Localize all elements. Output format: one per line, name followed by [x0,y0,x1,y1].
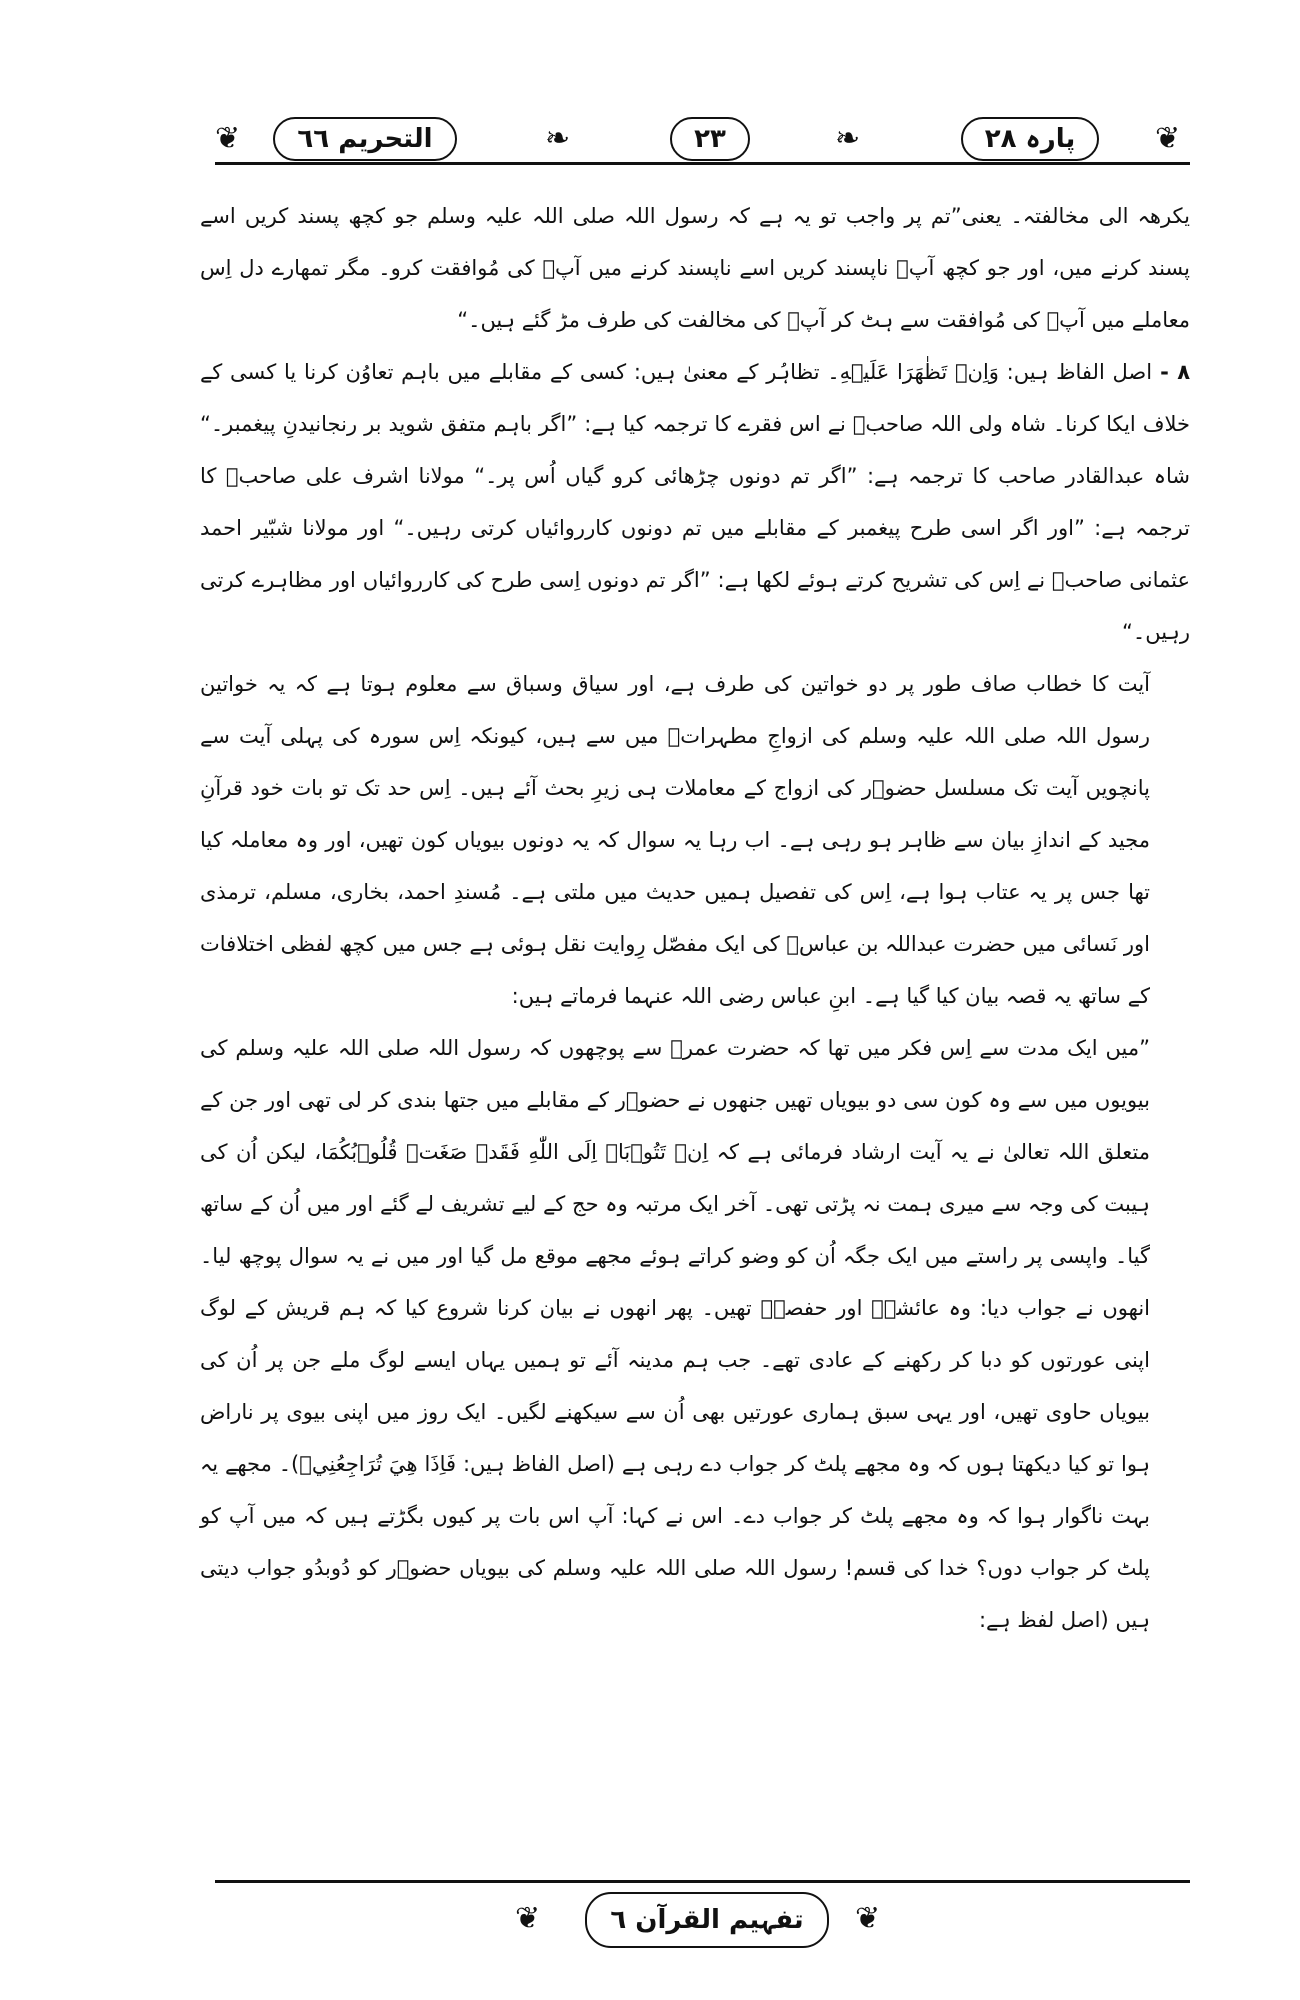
footer-rule [215,1880,1190,1883]
ornament-icon: ❦ [855,1901,881,1936]
ornament-icon: ❦ [215,121,241,156]
page-number-cartouche [625,116,795,162]
page-number: ۲۳ [670,117,750,161]
para-cartouche [935,116,1125,162]
quoted-narration: ”میں ایک مدت سے اِس فکر میں تھا کہ حضرت عمرؓ سے پوچھوں کہ رسول اللہ صلی اللہ علیہ وسلم کی بیویوں میں سے وہ کون سی دو بیویاں تھیں جنھوں نے حضوؐر کے مقابلے میں جتھا بندی کر لی تھی اور جن کے متعلق اللہ تعالیٰ نے یہ آیت ارشاد فرمائی ہے کہ اِنۡ تَتُوۡبَاۤ اِلَى اللّٰهِ فَقَدۡ صَغَتۡ قُلُوۡبُكُمَا، لیکن اُن کی ہیبت کی وجہ سے میری ہمت نہ پڑتی تھی۔ آخر ایک مرتبہ وہ حج کے لیے تشریف لے گئے اور میں اُن کے ساتھ گیا۔ واپسی پر راستے میں ایک جگہ اُن کو وضو کراتے ہوئے مجھے موقع مل گیا اور میں نے یہ سوال پوچھ لیا۔ انھوں نے جواب دیا: وہ عائشہؓ اور حفصہؓ تھیں۔ پھر انھوں نے بیان کرنا شروع کیا کہ ہم قریش کے لوگ اپنی عورتوں کو دبا کر رکھنے کے عادی تھے۔ جب ہم مدینہ آئے تو ہمیں یہاں ایسے لوگ ملے جن پر اُن کی بیویاں حاوی تھیں، اور یہی سبق ہماری عورتیں بھی اُن سے سیکھنے لگیں۔ ایک روز میں اپنی بیوی پر ناراض ہوا تو کیا دیکھتا ہوں کہ وہ مجھے پلٹ کر جواب دے رہی ہے (اصل الفاظ ہیں: فَاِذَا هِيَ تُرَاجِعُنِيۡ)۔ مجھے یہ بہت ناگوار ہوا کہ وہ مجھے پلٹ کر جواب دے۔ اس نے کہا: آپ اس بات پر کیوں بگڑتے ہیں کہ میں آپ کو پلٹ کر جواب دوں؟ خدا کی قسم! رسول اللہ صلی اللہ علیہ وسلم کی بیویاں حضوؐر کو دُوبدُو جواب دیتی ہیں (اصل لفظ ہے: [200,1036,1150,1632]
note-8-text: اصل الفاظ ہیں: وَاِنۡ تَظٰهَرَا عَلَيۡهِ۔ تظاہُر کے معنیٰ ہیں: کسی کے مقابلے میں باہم تعاوُن کرنا یا کسی کے خلاف ایکا کرنا۔ شاہ ولی اللہ صاحبؒ نے اس فقرے کا ترجمہ کیا ہے: ”اگر باہم متفق شوید بر رنجانیدنِ پیغمبر۔“ شاہ عبدالقادر صاحب کا ترجمہ ہے: ”اگر تم دونوں چڑھائی کرو گیاں اُس پر۔“ مولانا اشرف علی صاحبؒ کا ترجمہ ہے: ”اور اگر اسی طرح پیغمبر کے مقابلے میں تم دونوں کارروائیاں کرتی رہیں۔“ اور مولانا شبّیر احمد عثمانی صاحبؒ نے اِس کی تشریح کرتے ہوئے لکھا ہے: ”اگر تم دونوں اِسی طرح کی کارروائیاں اور مظاہرے کرتی رہیں۔“ [200,360,1190,644]
page-body [200,190,1190,1646]
paragraph-note-8 [200,346,1190,658]
ornament-icon: ❧ [545,121,571,156]
book-title: تفہیم القرآن ٦ [585,1892,829,1948]
surah-cartouche [255,116,475,162]
ornament-icon: ❦ [1155,121,1181,156]
ornament-icon: ❦ [515,1901,541,1936]
para-label: پارہ ۲۸ [961,117,1100,161]
ornament-icon: ❧ [835,121,861,156]
header-rule [215,162,1190,165]
page-header [215,110,1190,172]
page-footer [215,1880,1190,1960]
paragraph-commentary: آیت کا خطاب صاف طور پر دو خواتین کی طرف ہے، اور سیاق وسباق سے معلوم ہوتا ہے کہ یہ خواتین رسول اللہ صلی اللہ علیہ وسلم کی ازواجِ مطہراتؓ میں سے ہیں، کیونکہ اِس سورہ کی پہلی آیت سے پانچویں آیت تک مسلسل حضوؐر کی ازواج کے معاملات ہی زیرِ بحث آئے ہیں۔ اِس حد تک تو بات خود قرآنِ مجید کے اندازِ بیان سے ظاہر ہو رہی ہے۔ اب رہا یہ سوال کہ یہ دونوں بیویاں کون تھیں، اور وہ معاملہ کیا تھا جس پر یہ عتاب ہوا ہے، اِس کی تفصیل ہمیں حدیث میں ملتی ہے۔ مُسندِ احمد، بخاری، مسلم، ترمذی اور نَسائی میں حضرت عبداللہ بن عباسؓ کی ایک مفصّل رِوایت نقل ہوئی ہے جس میں کچھ لفظی اختلافات کے ساتھ یہ قصہ بیان کیا گیا ہے۔ ابنِ عباس رضی اللہ عنہما فرماتے ہیں: [200,672,1150,1008]
paragraph-continuation: یکرھہ الی مخالفتہ۔ یعنی”تم پر واجب تو یہ ہے کہ رسول اللہ صلی اللہ علیہ وسلم جو کچھ پسند کریں اسے پسند کرنے میں، اور جو کچھ آپؐ ناپسند کریں اسے ناپسند کرنے میں آپؐ کی مُوافقت کرو۔ مگر تمھارے دل اِس معاملے میں آپؐ کی مُوافقت سے ہٹ کر آپؐ کی مخالفت کی طرف مڑ گئے ہیں۔“ [200,204,1190,332]
note-number: ۸ - [1160,360,1191,384]
surah-label: التحریم ٦٦ [273,117,456,161]
